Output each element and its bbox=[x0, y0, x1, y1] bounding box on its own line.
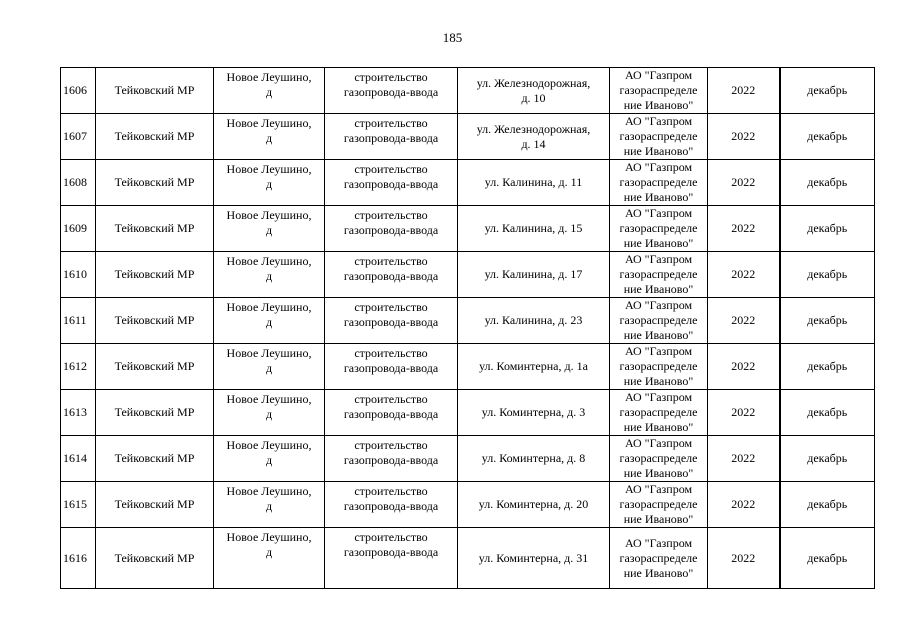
work-type-cell: строительство газопровода-ввода bbox=[325, 482, 458, 528]
row-number-cell: 1613 bbox=[61, 390, 96, 436]
organization-cell: АО "Газпром газораспределе ние Иваново" bbox=[610, 528, 708, 589]
organization-cell: АО "Газпром газораспределе ние Иваново" bbox=[610, 160, 708, 206]
table-row bbox=[61, 252, 875, 298]
address-cell: ул. Калинина, д. 11 bbox=[458, 160, 610, 206]
address-cell: ул. Железнодорожная, д. 10 bbox=[458, 68, 610, 114]
settlement-cell: Новое Леушино, д bbox=[214, 68, 325, 114]
address-cell: ул. Коминтерна, д. 8 bbox=[458, 436, 610, 482]
year-cell: 2022 bbox=[708, 528, 780, 589]
year-cell: 2022 bbox=[708, 160, 780, 206]
year-cell: 2022 bbox=[708, 206, 780, 252]
year-cell: 2022 bbox=[708, 482, 780, 528]
address-cell: ул. Железнодорожная, д. 14 bbox=[458, 114, 610, 160]
address-cell: ул. Коминтерна, д. 31 bbox=[458, 528, 610, 589]
year-cell: 2022 bbox=[708, 390, 780, 436]
row-number-cell: 1606 bbox=[61, 68, 96, 114]
month-cell: декабрь bbox=[780, 436, 875, 482]
district-cell: Тейковский МР bbox=[96, 344, 214, 390]
row-number-cell: 1616 bbox=[61, 528, 96, 589]
row-number-cell: 1611 bbox=[61, 298, 96, 344]
row-number-cell: 1615 bbox=[61, 482, 96, 528]
organization-cell: АО "Газпром газораспределе ние Иваново" bbox=[610, 344, 708, 390]
organization-cell: АО "Газпром газораспределе ние Иваново" bbox=[610, 68, 708, 114]
work-type-cell: строительство газопровода-ввода bbox=[325, 390, 458, 436]
district-cell: Тейковский МР bbox=[96, 206, 214, 252]
row-number-cell: 1614 bbox=[61, 436, 96, 482]
year-cell: 2022 bbox=[708, 344, 780, 390]
table-row bbox=[61, 528, 875, 589]
settlement-cell: Новое Леушино, д bbox=[214, 436, 325, 482]
district-cell: Тейковский МР bbox=[96, 68, 214, 114]
district-cell: Тейковский МР bbox=[96, 436, 214, 482]
settlement-cell: Новое Леушино, д bbox=[214, 206, 325, 252]
address-cell: ул. Калинина, д. 15 bbox=[458, 206, 610, 252]
table-row bbox=[61, 68, 875, 114]
month-cell: декабрь bbox=[780, 390, 875, 436]
district-cell: Тейковский МР bbox=[96, 298, 214, 344]
work-type-cell: строительство газопровода-ввода bbox=[325, 344, 458, 390]
address-cell: ул. Коминтерна, д. 1а bbox=[458, 344, 610, 390]
table-row bbox=[61, 344, 875, 390]
month-cell: декабрь bbox=[780, 252, 875, 298]
district-cell: Тейковский МР bbox=[96, 114, 214, 160]
settlement-cell: Новое Леушино, д bbox=[214, 298, 325, 344]
settlement-cell: Новое Леушино, д bbox=[214, 252, 325, 298]
row-number-cell: 1612 bbox=[61, 344, 96, 390]
year-cell: 2022 bbox=[708, 68, 780, 114]
address-cell: ул. Калинина, д. 23 bbox=[458, 298, 610, 344]
settlement-cell: Новое Леушино, д bbox=[214, 482, 325, 528]
work-type-cell: строительство газопровода-ввода bbox=[325, 436, 458, 482]
address-cell: ул. Коминтерна, д. 3 bbox=[458, 390, 610, 436]
organization-cell: АО "Газпром газораспределе ние Иваново" bbox=[610, 390, 708, 436]
row-number-cell: 1608 bbox=[61, 160, 96, 206]
page-number: 185 bbox=[442, 30, 463, 45]
row-number-cell: 1610 bbox=[61, 252, 96, 298]
organization-cell: АО "Газпром газораспределе ние Иваново" bbox=[610, 114, 708, 160]
month-cell: декабрь bbox=[780, 482, 875, 528]
month-cell: декабрь bbox=[780, 298, 875, 344]
gasification-schedule-table bbox=[60, 67, 875, 589]
table-row bbox=[61, 436, 875, 482]
district-cell: Тейковский МР bbox=[96, 160, 214, 206]
table-row bbox=[61, 482, 875, 528]
month-cell: декабрь bbox=[780, 160, 875, 206]
year-cell: 2022 bbox=[708, 436, 780, 482]
district-cell: Тейковский МР bbox=[96, 482, 214, 528]
work-type-cell: строительство газопровода-ввода bbox=[325, 206, 458, 252]
address-cell: ул. Коминтерна, д. 20 bbox=[458, 482, 610, 528]
table-row bbox=[61, 298, 875, 344]
organization-cell: АО "Газпром газораспределе ние Иваново" bbox=[610, 298, 708, 344]
work-type-cell: строительство газопровода-ввода bbox=[325, 68, 458, 114]
organization-cell: АО "Газпром газораспределе ние Иваново" bbox=[610, 436, 708, 482]
organization-cell: АО "Газпром газораспределе ние Иваново" bbox=[610, 252, 708, 298]
district-cell: Тейковский МР bbox=[96, 528, 214, 589]
work-type-cell: строительство газопровода-ввода bbox=[325, 114, 458, 160]
year-cell: 2022 bbox=[708, 252, 780, 298]
organization-cell: АО "Газпром газораспределе ние Иваново" bbox=[610, 206, 708, 252]
month-cell: декабрь bbox=[780, 344, 875, 390]
month-cell: декабрь bbox=[780, 68, 875, 114]
work-type-cell: строительство газопровода-ввода bbox=[325, 528, 458, 589]
table-row bbox=[61, 160, 875, 206]
month-cell: декабрь bbox=[780, 114, 875, 160]
table-body bbox=[61, 68, 875, 589]
table-row bbox=[61, 390, 875, 436]
table-row bbox=[61, 114, 875, 160]
work-type-cell: строительство газопровода-ввода bbox=[325, 298, 458, 344]
year-cell: 2022 bbox=[708, 114, 780, 160]
work-type-cell: строительство газопровода-ввода bbox=[325, 160, 458, 206]
organization-cell: АО "Газпром газораспределе ние Иваново" bbox=[610, 482, 708, 528]
settlement-cell: Новое Леушино, д bbox=[214, 390, 325, 436]
table-row bbox=[61, 206, 875, 252]
work-type-cell: строительство газопровода-ввода bbox=[325, 252, 458, 298]
year-cell: 2022 bbox=[708, 298, 780, 344]
row-number-cell: 1607 bbox=[61, 114, 96, 160]
address-cell: ул. Калинина, д. 17 bbox=[458, 252, 610, 298]
month-cell: декабрь bbox=[780, 206, 875, 252]
settlement-cell: Новое Леушино, д bbox=[214, 344, 325, 390]
district-cell: Тейковский МР bbox=[96, 390, 214, 436]
month-cell: декабрь bbox=[780, 528, 875, 589]
district-cell: Тейковский МР bbox=[96, 252, 214, 298]
settlement-cell: Новое Леушино, д bbox=[214, 114, 325, 160]
settlement-cell: Новое Леушино, д bbox=[214, 528, 325, 589]
row-number-cell: 1609 bbox=[61, 206, 96, 252]
settlement-cell: Новое Леушино, д bbox=[214, 160, 325, 206]
